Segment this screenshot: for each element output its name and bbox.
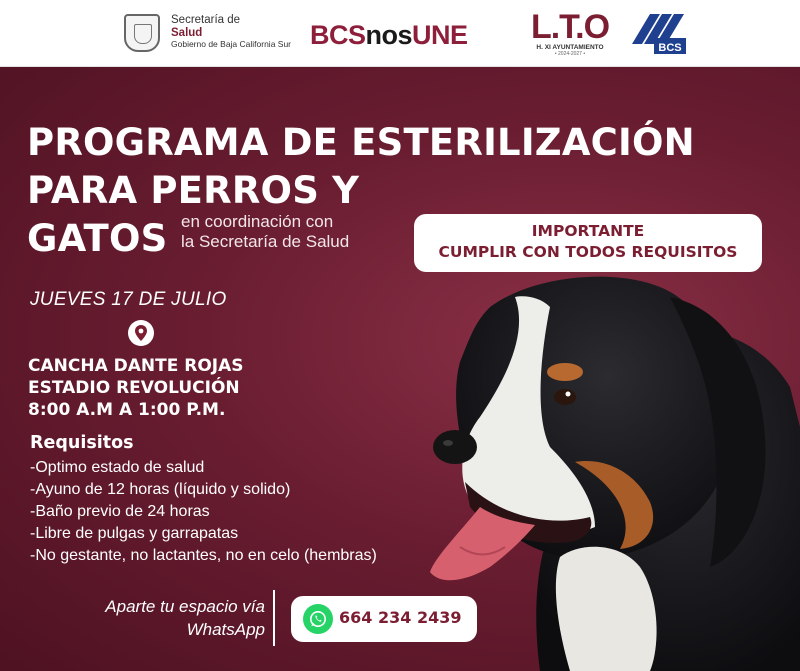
- important-notice-badge: [414, 214, 762, 272]
- requirement-item: -Ayuno de 12 horas (líquido y solido): [30, 481, 291, 498]
- coordination-note: [181, 212, 349, 252]
- venue-line2: ESTADIO REVOLUCIÓN: [28, 378, 240, 398]
- title-line2: PARA PERROS Y: [27, 169, 360, 212]
- requirements-list: [30, 457, 377, 567]
- state-seal-icon: [124, 14, 160, 52]
- lto-logo-text: L.T.O: [530, 8, 610, 46]
- bcs-mark-label: BCS: [658, 42, 682, 54]
- event-date: JUEVES 17 DE JULIO: [30, 289, 227, 310]
- coordination-line1: en coordinación con: [181, 212, 334, 231]
- event-venue-block: [28, 355, 244, 421]
- requirement-item: -Libre de pulgas y garrapatas: [30, 525, 239, 542]
- secretaria-line2: Salud: [171, 26, 203, 39]
- requirement-item: -Baño previo de 24 horas: [30, 503, 210, 520]
- secretaria-line1: Secretaría de: [171, 14, 241, 26]
- whatsapp-icon: [303, 604, 333, 634]
- lto-logo-years: • 2024-2027 •: [554, 51, 586, 57]
- lto-ayuntamiento-logo: [530, 10, 610, 57]
- location-pin-icon: [128, 320, 154, 346]
- contact-divider: [273, 590, 275, 646]
- reserve-line1: Aparte tu espacio vía: [105, 597, 265, 616]
- title-line3: GATOS: [27, 217, 168, 260]
- bcs-logo-part1: BCS: [310, 20, 366, 50]
- whatsapp-contact-button[interactable]: [291, 596, 477, 642]
- lto-logo-subtitle: H. XI AYUNTAMIENTO: [536, 44, 604, 51]
- venue-line1: CANCHA DANTE ROJAS: [28, 356, 244, 376]
- coordination-line2: la Secretaría de Salud: [181, 232, 350, 251]
- important-line1: IMPORTANTE: [531, 222, 645, 240]
- poster-body: [0, 67, 800, 671]
- important-line2: CUMPLIR CON TODOS REQUISITOS: [438, 243, 738, 261]
- dog-illustration: [420, 267, 800, 671]
- bcs-logo-part2: nos: [365, 20, 413, 50]
- bcs-mark-logo: [630, 10, 686, 56]
- header-bar: [0, 0, 800, 67]
- bcs-nos-une-logo: [310, 20, 468, 51]
- secretaria-salud-logo: [171, 14, 291, 50]
- bcs-logo-part3: UNE: [412, 20, 468, 50]
- secretaria-line3: Gobierno de Baja California Sur: [171, 39, 292, 50]
- event-time: 8:00 A.M A 1:00 P.M.: [28, 400, 226, 420]
- reserve-note: [50, 595, 265, 641]
- requirements-title: Requisitos: [30, 433, 134, 453]
- reserve-line2: WhatsApp: [186, 620, 265, 639]
- requirement-item: -Optimo estado de salud: [30, 459, 205, 476]
- whatsapp-phone-number: 664 234 2439: [339, 608, 462, 627]
- title-line1: PROGRAMA DE ESTERILIZACIÓN: [27, 121, 695, 164]
- requirement-item: -No gestante, no lactantes, no en celo (hembras): [30, 547, 377, 564]
